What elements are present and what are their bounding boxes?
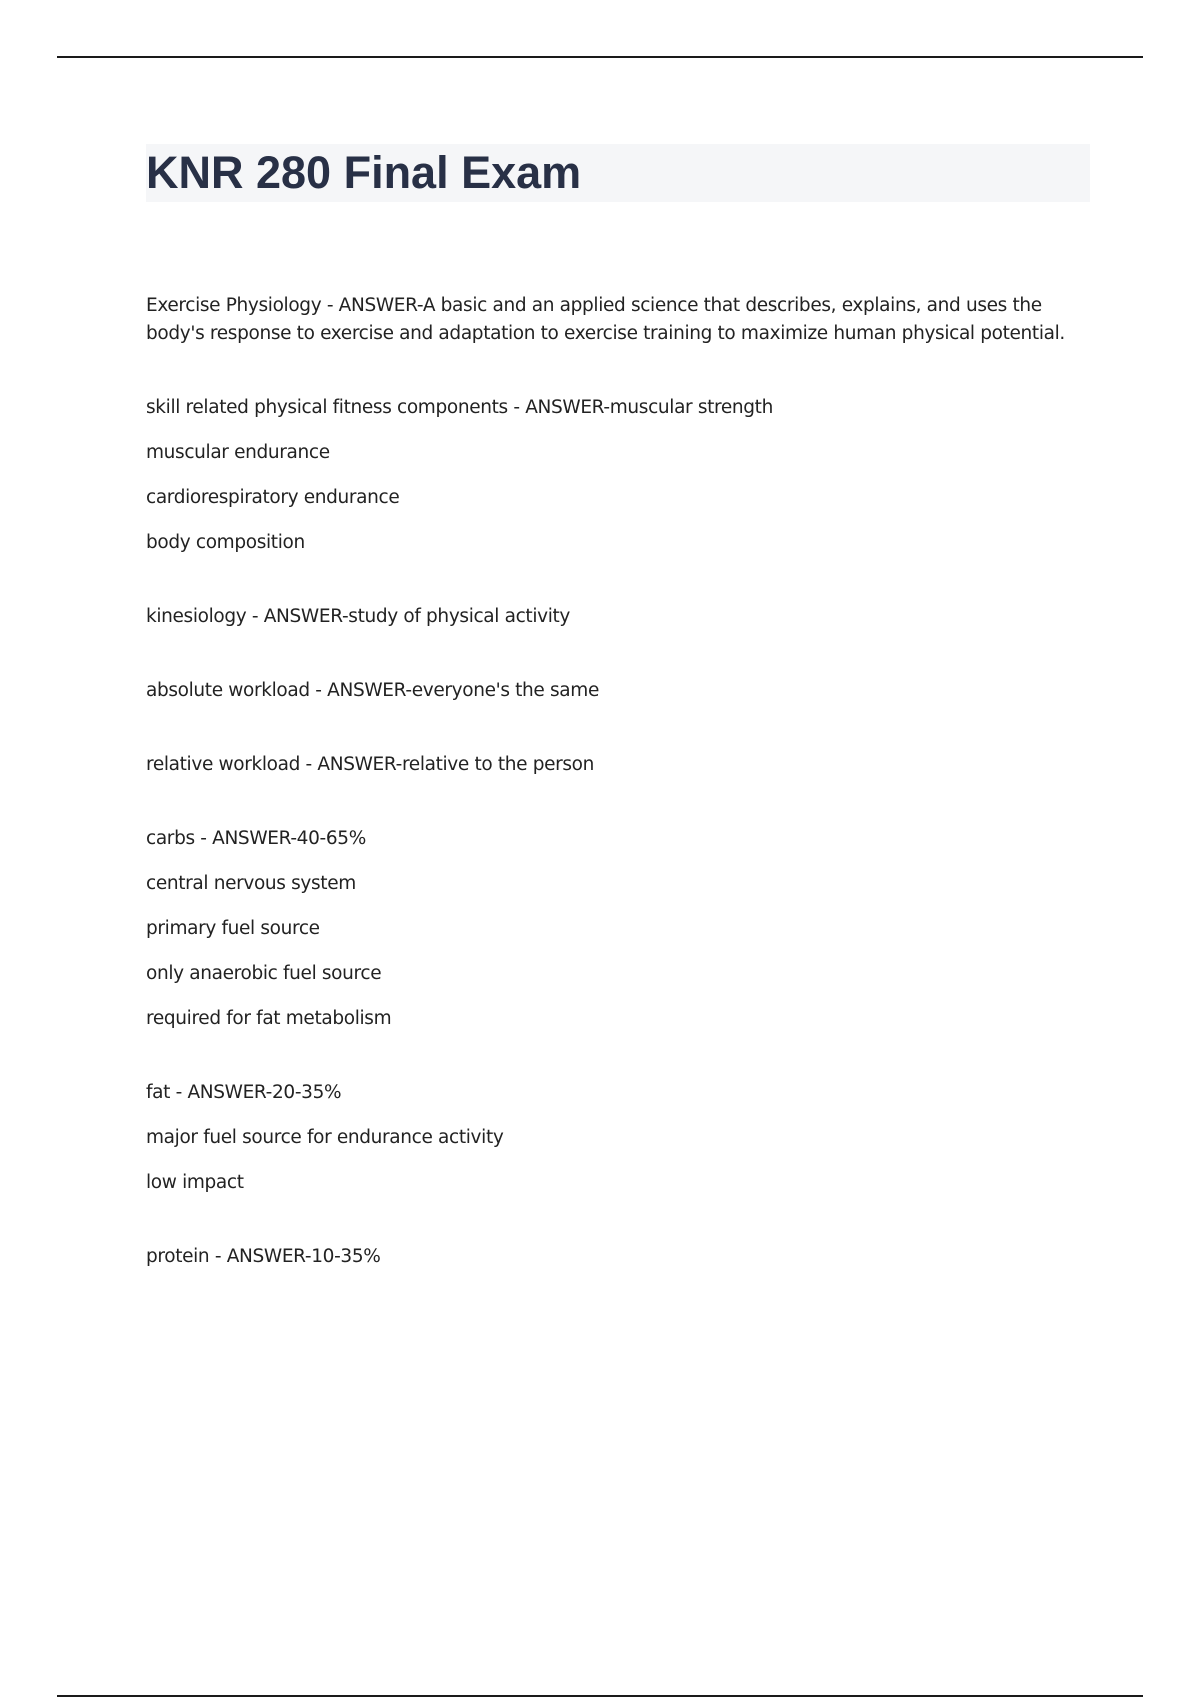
entry-line: kinesiology - ANSWER-study of physical activity — [146, 606, 571, 627]
entry-line: only anaerobic fuel source — [146, 963, 382, 984]
entry-line: required for fat metabolism — [146, 1008, 392, 1029]
qa-entry-fitness-components — [146, 394, 1086, 557]
document-title: KNR 280 Final Exam — [146, 147, 582, 198]
bottom-rule — [57, 1695, 1143, 1697]
entry-line: absolute workload - ANSWER-everyone's the same — [146, 680, 599, 701]
entry-line: body composition — [146, 532, 305, 553]
entry-line: major fuel source for endurance activity — [146, 1127, 504, 1148]
entry-line: primary fuel source — [146, 918, 320, 939]
top-rule — [57, 56, 1143, 58]
entry-line: central nervous system — [146, 873, 356, 894]
entry-line: fat - ANSWER-20-35% — [146, 1082, 342, 1103]
document-body — [146, 292, 1086, 1271]
qa-entry-fat — [146, 1079, 1086, 1197]
entry-line: cardiorespiratory endurance — [146, 487, 400, 508]
entry-line: low impact — [146, 1172, 244, 1193]
entry-line: carbs - ANSWER-40-65% — [146, 828, 366, 849]
qa-entry-absolute-workload — [146, 677, 1086, 705]
entry-line: Exercise Physiology - ANSWER-A basic and an applied science that describes, explains, and uses the body's response to exercise and adaptation to exercise training to maximize human physical potential. — [146, 295, 1065, 344]
qa-entry-kinesiology — [146, 603, 1086, 631]
entry-line: protein - ANSWER-10-35% — [146, 1246, 381, 1267]
entry-line: muscular endurance — [146, 442, 330, 463]
entry-line: skill related physical fitness components - ANSWER-muscular strength — [146, 397, 773, 418]
qa-entry-carbs — [146, 825, 1086, 1033]
qa-entry-relative-workload — [146, 751, 1086, 779]
entry-line: relative workload - ANSWER-relative to the person — [146, 754, 595, 775]
qa-entry-exercise-physiology — [146, 292, 1086, 348]
qa-entry-protein — [146, 1243, 1086, 1271]
